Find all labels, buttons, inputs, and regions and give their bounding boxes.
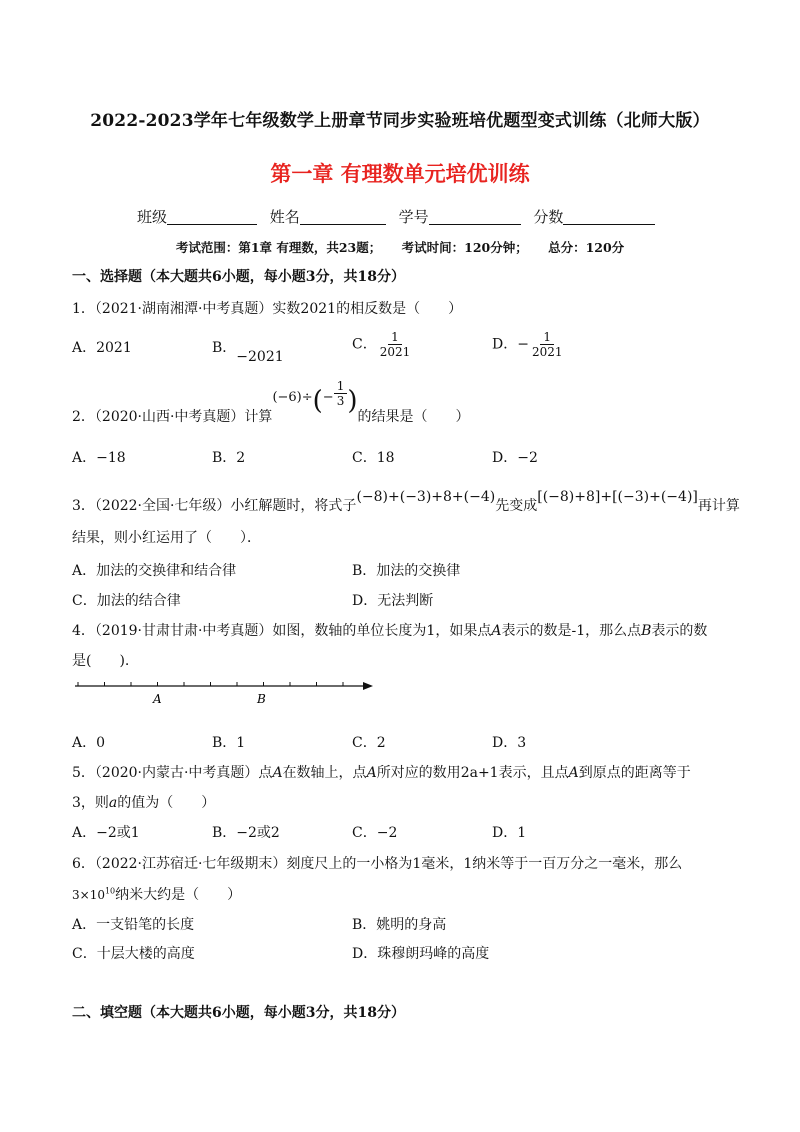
class-label: 班级 xyxy=(137,208,168,226)
name-blank xyxy=(300,208,386,225)
student-info-fields xyxy=(137,206,663,227)
question-3-option-c: C．加法的结合律 xyxy=(72,593,181,609)
question-4-option-b: B．1 xyxy=(212,735,246,751)
question-4-stem xyxy=(72,620,707,640)
point-a-var: A xyxy=(568,765,579,781)
chapter-title: 第一章 有理数单元培优训练 xyxy=(270,161,530,186)
class-blank xyxy=(167,208,257,225)
stem-text: 4．（2019·甘肃甘肃·中考真题）如图，数轴的单位长度为1，如果点 xyxy=(72,623,492,639)
option-label: D． xyxy=(492,450,518,466)
score-label: 分数 xyxy=(533,208,564,226)
stem-text: 到原点的距离等于 xyxy=(578,765,691,781)
question-5-option-c: C．−2 xyxy=(352,825,398,841)
point-a-var: A xyxy=(366,765,377,781)
paren-left: ( xyxy=(312,386,323,416)
number-line-label-b: B xyxy=(257,692,266,706)
exam-meta xyxy=(0,238,800,256)
question-6-stem-line2 xyxy=(72,884,241,904)
point-b-var: B xyxy=(641,623,652,639)
minus-sign: − xyxy=(517,336,529,353)
scientific-base: 3×10 xyxy=(72,888,105,902)
fraction-denominator: 3 xyxy=(336,393,345,408)
scientific-exponent: 10 xyxy=(104,886,116,896)
question-4-option-c: C．2 xyxy=(352,735,386,751)
question-1-stem: 1．（2021·湖南湘潭·中考真题）实数2021的相反数是（ ） xyxy=(72,301,463,317)
option-label: D． xyxy=(492,336,518,353)
expression-2a-plus-1: 2a+1 xyxy=(460,765,499,781)
stem-text: 3．（2022·全国·七年级）小红解题时，将式子 xyxy=(72,498,357,514)
option-value: 2 xyxy=(236,450,246,466)
fraction-c xyxy=(377,330,414,359)
document-title: 2022-2023学年七年级数学上册章节同步实验班培优题型变式训练（北师大版） xyxy=(90,111,710,131)
stem-text: 2．（2020·山西·中考真题）计算 xyxy=(72,409,273,425)
question-4-stem-line2: 是( ). xyxy=(72,653,130,669)
option-label: C． xyxy=(352,336,377,353)
point-a-var: A xyxy=(272,765,283,781)
stem-text: 所对应的数用 xyxy=(376,765,461,781)
expression-regrouped: [(−8)+8]+[(−3)+(−4)] xyxy=(537,489,698,505)
number-line-figure xyxy=(75,676,385,708)
section-heading-choice: 一、选择题（本大题共6小题，每小题3分，共18分） xyxy=(72,269,405,285)
question-4-option-d: D．3 xyxy=(492,735,527,751)
score-blank xyxy=(563,208,655,225)
question-6-option-c: C．十层大楼的高度 xyxy=(72,946,195,962)
question-5-stem xyxy=(72,762,691,782)
point-a-var: A xyxy=(491,623,502,639)
stem-text: 的结果是（ ） xyxy=(357,409,470,425)
variable-a: a xyxy=(108,795,118,811)
stem-text: 在数轴上，点 xyxy=(282,765,367,781)
question-5-option-b: B．−2或2 xyxy=(212,825,280,841)
name-label: 姓名 xyxy=(269,208,300,226)
number-line-arrow xyxy=(363,682,373,690)
paren-right: ) xyxy=(347,386,358,416)
fraction-numerator: 1 xyxy=(334,379,348,394)
question-6-stem: 6．（2022·江苏宿迁·七年级期末）刻度尺上的一小格为1毫米，1纳米等于一百万分之一毫米，那么 xyxy=(72,856,683,872)
fraction-numerator: 1 xyxy=(388,330,402,345)
option-label: A． xyxy=(72,450,97,466)
stem-text: 5．（2020·内蒙古·中考真题）点 xyxy=(72,765,273,781)
exam-total: 总分：120分 xyxy=(548,240,625,255)
id-label: 学号 xyxy=(398,208,429,226)
question-2-stem xyxy=(72,376,470,425)
question-1-option-b xyxy=(212,337,284,365)
option-label: B． xyxy=(212,340,237,356)
stem-text: 的值为（ ） xyxy=(117,795,216,811)
question-4-option-a: A．0 xyxy=(72,735,106,751)
question-2-option-c xyxy=(352,447,395,467)
option-b-value: −2021 xyxy=(236,349,284,365)
question-3-option-b: B．加法的交换律 xyxy=(352,563,461,579)
option-label: B． xyxy=(212,450,237,466)
question-5-option-a: A．−2或1 xyxy=(72,825,140,841)
question-6-option-d: D．珠穆朗玛峰的高度 xyxy=(352,946,490,962)
question-1-option-a: A．2021 xyxy=(72,340,132,356)
section-heading-fill-blank: 二、填空题（本大题共6小题，每小题3分，共18分） xyxy=(72,1005,405,1021)
stem-text: 表示，且点 xyxy=(498,765,569,781)
fraction-d xyxy=(529,330,566,359)
option-value: −18 xyxy=(96,450,126,466)
expression-original: (−8)+(−3)+8+(−4) xyxy=(356,489,496,505)
stem-text: 表示的数是-1，那么点 xyxy=(501,623,642,639)
fraction-one-third xyxy=(334,379,348,408)
question-2-option-b xyxy=(212,447,245,467)
exam-time: 考试时间：120分钟； xyxy=(401,240,528,255)
fraction-numerator: 1 xyxy=(540,330,554,345)
fraction-denominator: 2021 xyxy=(531,345,563,359)
question-3-stem xyxy=(72,486,740,514)
question-6-option-a: A．一支铅笔的长度 xyxy=(72,917,195,933)
fraction-denominator: 2021 xyxy=(379,345,411,359)
question-5-option-d: D．1 xyxy=(492,825,527,841)
question-3-option-d: D．无法判断 xyxy=(352,593,434,609)
question-1-option-d xyxy=(492,330,566,359)
stem-text: 3，则 xyxy=(72,795,109,811)
exam-scope: 考试范围：第1章 有理数，共23题； xyxy=(175,240,382,255)
minus-sign: − xyxy=(322,390,334,405)
question-1-option-c xyxy=(352,330,413,359)
option-value: −2 xyxy=(517,450,538,466)
stem-text: 先变成 xyxy=(495,498,538,514)
option-value: 18 xyxy=(376,450,395,466)
question-3-stem-line2: 结果，则小红运用了（ ）． xyxy=(72,530,261,546)
stem-text: 再计算 xyxy=(697,498,740,514)
expression-left: (−6)÷ xyxy=(272,390,313,405)
number-line-label-a: A xyxy=(153,692,162,706)
stem-text: 纳米大约是（ ） xyxy=(115,887,242,903)
stem-text: 表示的数 xyxy=(651,623,708,639)
question-5-stem-line2 xyxy=(72,792,215,812)
option-label: C． xyxy=(352,450,377,466)
question-6-option-b: B．姚明的身高 xyxy=(352,917,447,933)
question-2-option-d xyxy=(492,447,538,467)
question-3-option-a: A．加法的交换律和结合律 xyxy=(72,563,237,579)
question-2-option-a xyxy=(72,447,126,467)
id-blank xyxy=(429,208,521,225)
